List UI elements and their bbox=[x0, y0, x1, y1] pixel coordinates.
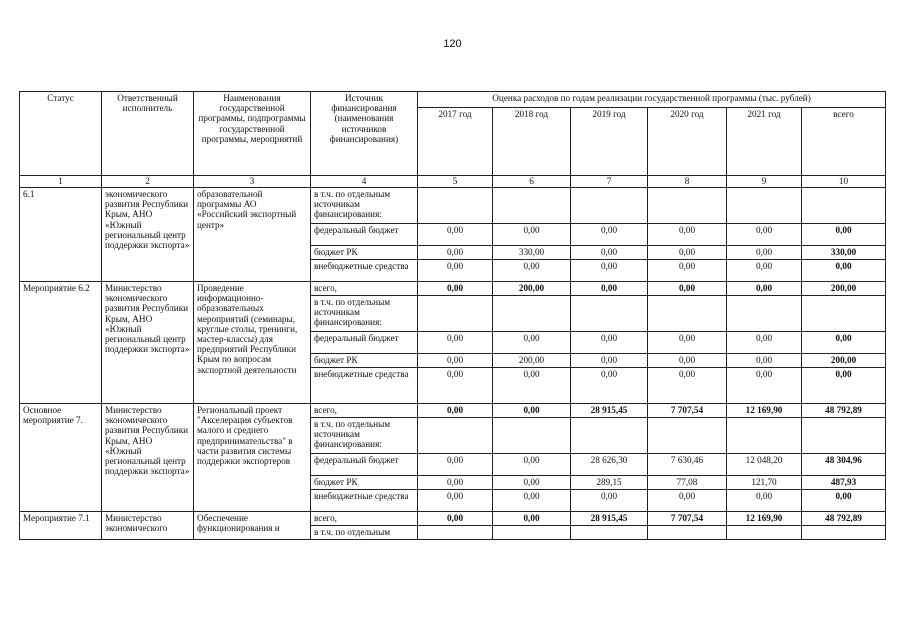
year-value-cell: 0,00 bbox=[727, 282, 802, 296]
source-cell: всего, bbox=[311, 512, 418, 526]
header-executor: Ответственный исполнитель bbox=[102, 92, 194, 176]
program-name-cell: Обеспечение функционирования и bbox=[194, 512, 311, 540]
source-cell: бюджет РК bbox=[311, 476, 418, 490]
year-value-cell: 0,00 bbox=[418, 512, 493, 526]
executor-cell: Министерство экономического развития Республики Крым, АНО «Южный региональный центр поддержки экспорта» bbox=[102, 404, 194, 512]
year-value-cell: 0,00 bbox=[418, 490, 493, 512]
year-value-cell bbox=[648, 526, 727, 540]
year-value-cell bbox=[648, 418, 727, 454]
source-cell: федеральный бюджет bbox=[311, 224, 418, 246]
year-value-cell bbox=[493, 188, 571, 224]
year-value-cell: 0,00 bbox=[571, 368, 648, 404]
page-number: 120 bbox=[443, 38, 462, 50]
year-value-cell: 0,00 bbox=[493, 260, 571, 282]
header-estimate: Оценка расходов по годам реализации государственной программы (тыс. рублей) bbox=[418, 92, 886, 108]
year-value-cell: 0,00 bbox=[493, 332, 571, 354]
executor-cell: Министерство экономического развития Республики Крым, АНО «Южный региональный центр поддержки экспорта» bbox=[102, 282, 194, 404]
total-value-cell: 48 304,96 bbox=[802, 454, 886, 476]
year-value-cell bbox=[493, 418, 571, 454]
year-value-cell: 200,00 bbox=[493, 282, 571, 296]
expenses-table bbox=[19, 91, 886, 540]
year-value-cell: 28 915,45 bbox=[571, 404, 648, 418]
year-value-cell: 0,00 bbox=[571, 354, 648, 368]
table-row bbox=[20, 282, 886, 296]
column-number: 3 bbox=[194, 176, 311, 188]
year-value-cell bbox=[571, 526, 648, 540]
column-number: 8 bbox=[648, 176, 727, 188]
year-value-cell: 0,00 bbox=[493, 368, 571, 404]
column-number: 5 bbox=[418, 176, 493, 188]
year-value-cell: 0,00 bbox=[648, 224, 727, 246]
year-value-cell: 0,00 bbox=[727, 246, 802, 260]
year-value-cell: 12 169,90 bbox=[727, 404, 802, 418]
year-value-cell: 0,00 bbox=[648, 260, 727, 282]
year-value-cell: 28 626,30 bbox=[571, 454, 648, 476]
program-name-cell: образовательной программы АО «Российский экспортный центр» bbox=[194, 188, 311, 282]
year-value-cell: 0,00 bbox=[418, 224, 493, 246]
year-value-cell: 12 048,20 bbox=[727, 454, 802, 476]
year-value-cell: 0,00 bbox=[493, 224, 571, 246]
year-value-cell: 0,00 bbox=[493, 490, 571, 512]
year-value-cell: 0,00 bbox=[493, 404, 571, 418]
total-value-cell: 200,00 bbox=[802, 282, 886, 296]
program-name-cell: Проведение информационно-образовательных мероприятий (семинары, круглые столы, тренинги, мастер-классы) для предприятий Республики Крым по вопросам экспортной деятельности bbox=[194, 282, 311, 404]
column-number: 6 bbox=[493, 176, 571, 188]
year-value-cell: 0,00 bbox=[571, 490, 648, 512]
year-value-cell bbox=[648, 188, 727, 224]
year-value-cell bbox=[418, 418, 493, 454]
year-value-cell: 77,08 bbox=[648, 476, 727, 490]
year-value-cell bbox=[418, 296, 493, 332]
year-value-cell: 7 630,46 bbox=[648, 454, 727, 476]
year-value-cell: 7 707,54 bbox=[648, 404, 727, 418]
year-value-cell: 0,00 bbox=[727, 224, 802, 246]
year-value-cell: 0,00 bbox=[727, 260, 802, 282]
source-cell: всего, bbox=[311, 282, 418, 296]
source-cell: бюджет РК bbox=[311, 246, 418, 260]
year-value-cell: 0,00 bbox=[418, 476, 493, 490]
column-number: 4 bbox=[311, 176, 418, 188]
source-cell: федеральный бюджет bbox=[311, 332, 418, 354]
program-name-cell: Региональный проект "Акселерация субъектов малого и среднего предпринимательства" в части развития системы поддержки экспортеров bbox=[194, 404, 311, 512]
year-value-cell: 12 169,90 bbox=[727, 512, 802, 526]
year-value-cell bbox=[727, 418, 802, 454]
year-value-cell bbox=[727, 296, 802, 332]
source-cell: бюджет РК bbox=[311, 354, 418, 368]
year-value-cell bbox=[571, 188, 648, 224]
total-value-cell: 0,00 bbox=[802, 332, 886, 354]
year-value-cell bbox=[727, 526, 802, 540]
total-value-cell: 0,00 bbox=[802, 490, 886, 512]
year-value-cell: 0,00 bbox=[418, 404, 493, 418]
year-value-cell: 0,00 bbox=[418, 282, 493, 296]
total-value-cell: 0,00 bbox=[802, 224, 886, 246]
year-value-cell: 0,00 bbox=[648, 246, 727, 260]
source-cell: федеральный бюджет bbox=[311, 454, 418, 476]
header-total: всего bbox=[802, 108, 886, 176]
year-value-cell: 0,00 bbox=[727, 354, 802, 368]
status-cell: Мероприятие 6.2 bbox=[20, 282, 102, 404]
total-value-cell: 48 792,89 bbox=[802, 404, 886, 418]
year-value-cell: 121,70 bbox=[727, 476, 802, 490]
year-value-cell: 0,00 bbox=[727, 490, 802, 512]
header-year: 2017 год bbox=[418, 108, 493, 176]
column-number: 1 bbox=[20, 176, 102, 188]
year-value-cell: 0,00 bbox=[493, 512, 571, 526]
year-value-cell: 0,00 bbox=[727, 332, 802, 354]
source-cell: внебюджетные средства bbox=[311, 260, 418, 282]
year-value-cell: 330,00 bbox=[493, 246, 571, 260]
source-cell: всего, bbox=[311, 404, 418, 418]
year-value-cell: 0,00 bbox=[727, 368, 802, 404]
column-number: 9 bbox=[727, 176, 802, 188]
total-value-cell: 200,00 bbox=[802, 354, 886, 368]
table-row bbox=[20, 188, 886, 224]
table-body bbox=[20, 188, 886, 540]
year-value-cell: 7 707,54 bbox=[648, 512, 727, 526]
year-value-cell: 0,00 bbox=[571, 224, 648, 246]
total-value-cell bbox=[802, 188, 886, 224]
total-value-cell bbox=[802, 418, 886, 454]
year-value-cell: 0,00 bbox=[648, 368, 727, 404]
source-cell: внебюджетные средства bbox=[311, 368, 418, 404]
year-value-cell bbox=[571, 296, 648, 332]
header-program-name: Наименования государственной программы, подпрограммы государственной программы, мероприятий bbox=[194, 92, 311, 176]
source-cell: в т.ч. по отдельным источникам финансирования: bbox=[311, 418, 418, 454]
year-value-cell: 0,00 bbox=[571, 246, 648, 260]
year-value-cell: 0,00 bbox=[493, 476, 571, 490]
header-year: 2021 год bbox=[727, 108, 802, 176]
total-value-cell: 0,00 bbox=[802, 368, 886, 404]
year-value-cell: 0,00 bbox=[418, 246, 493, 260]
header-year: 2020 год bbox=[648, 108, 727, 176]
year-value-cell: 28 915,45 bbox=[571, 512, 648, 526]
year-value-cell: 0,00 bbox=[418, 260, 493, 282]
column-number: 2 bbox=[102, 176, 194, 188]
year-value-cell bbox=[493, 526, 571, 540]
year-value-cell: 0,00 bbox=[648, 490, 727, 512]
total-value-cell: 330,00 bbox=[802, 246, 886, 260]
source-cell: в т.ч. по отдельным bbox=[311, 526, 418, 540]
total-value-cell: 0,00 bbox=[802, 260, 886, 282]
year-value-cell: 289,15 bbox=[571, 476, 648, 490]
year-value-cell: 0,00 bbox=[648, 282, 727, 296]
total-value-cell: 48 792,89 bbox=[802, 512, 886, 526]
table-row bbox=[20, 404, 886, 418]
year-value-cell: 0,00 bbox=[571, 282, 648, 296]
year-value-cell: 0,00 bbox=[648, 354, 727, 368]
year-value-cell: 0,00 bbox=[571, 260, 648, 282]
year-value-cell bbox=[727, 188, 802, 224]
year-value-cell: 0,00 bbox=[418, 368, 493, 404]
total-value-cell bbox=[802, 296, 886, 332]
status-cell: 6.1 bbox=[20, 188, 102, 282]
column-number: 10 bbox=[802, 176, 886, 188]
executor-cell: экономического развития Республики Крым, АНО «Южный региональный центр поддержки экспорта» bbox=[102, 188, 194, 282]
year-value-cell bbox=[571, 418, 648, 454]
year-value-cell: 0,00 bbox=[571, 332, 648, 354]
year-value-cell: 0,00 bbox=[418, 332, 493, 354]
status-cell: Основное мероприятие 7. bbox=[20, 404, 102, 512]
year-value-cell bbox=[648, 296, 727, 332]
year-value-cell: 0,00 bbox=[648, 332, 727, 354]
column-number: 7 bbox=[571, 176, 648, 188]
year-value-cell bbox=[418, 188, 493, 224]
total-value-cell bbox=[802, 526, 886, 540]
header-status: Статус bbox=[20, 92, 102, 176]
table-row bbox=[20, 512, 886, 526]
year-value-cell: 0,00 bbox=[493, 454, 571, 476]
header-year: 2018 год bbox=[493, 108, 571, 176]
executor-cell: Министерство экономического bbox=[102, 512, 194, 540]
year-value-cell bbox=[493, 296, 571, 332]
source-cell: в т.ч. по отдельным источникам финансирования: bbox=[311, 296, 418, 332]
year-value-cell: 200,00 bbox=[493, 354, 571, 368]
year-value-cell bbox=[418, 526, 493, 540]
year-value-cell: 0,00 bbox=[418, 354, 493, 368]
header-year: 2019 год bbox=[571, 108, 648, 176]
status-cell: Мероприятие 7.1 bbox=[20, 512, 102, 540]
total-value-cell: 487,93 bbox=[802, 476, 886, 490]
source-cell: внебюджетные средства bbox=[311, 490, 418, 512]
header-source: Источник финансирования (наименования источников финансирования) bbox=[311, 92, 418, 176]
year-value-cell: 0,00 bbox=[418, 454, 493, 476]
source-cell: в т.ч. по отдельным источникам финансирования: bbox=[311, 188, 418, 224]
